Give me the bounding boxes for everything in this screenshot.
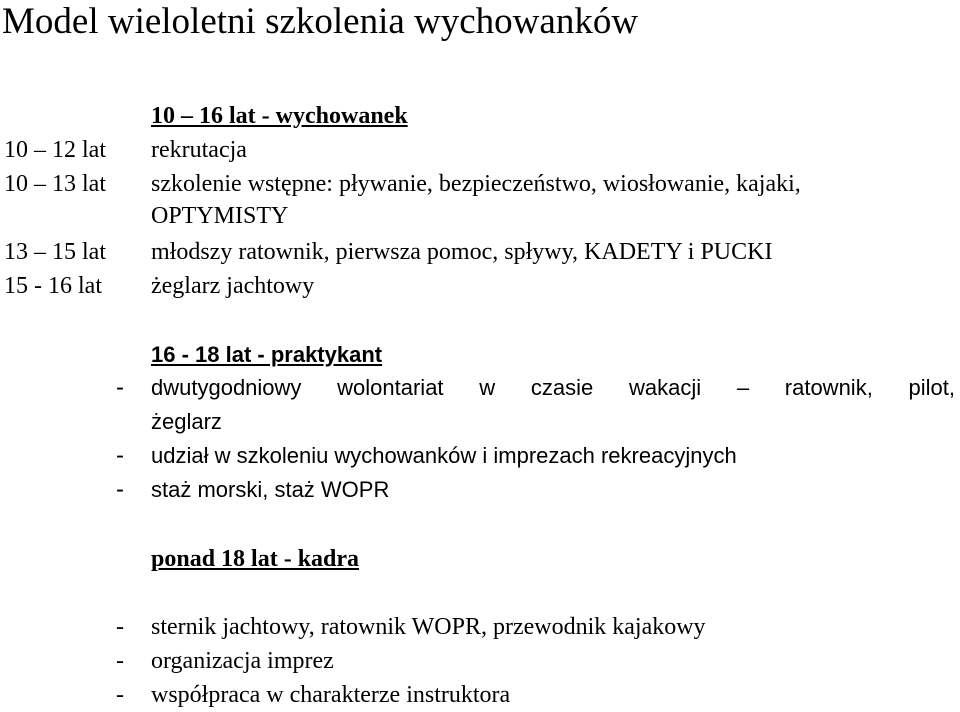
list-item-text: żeglarz (151, 409, 222, 434)
row-text: żeglarz jachtowy (151, 273, 315, 299)
section-heading-praktykant: 16 - 18 lat - praktykant (151, 342, 383, 367)
section-heading-kadra: ponad 18 lat - kadra (151, 546, 360, 572)
row-text: rekrutacja (151, 137, 247, 163)
list-item-text: udział w szkoleniu wychowanków i imprezach rekreacyjnych (151, 443, 737, 468)
list-dash: - (116, 648, 124, 674)
list-dash: - (116, 614, 124, 640)
age-range: 13 – 15 lat (4, 239, 106, 265)
age-range: 15 - 16 lat (4, 273, 102, 299)
row-text: szkolenie wstępne: pływanie, bezpieczeństwo, wiosłowanie, kajaki, (151, 171, 801, 197)
list-dash: - (116, 374, 124, 401)
list-item-text: sternik jachtowy, ratownik WOPR, przewodnik kajakowy (151, 614, 706, 640)
list-dash: - (116, 476, 124, 503)
row-text: OPTYMISTY (151, 203, 289, 229)
page-title: Model wieloletni szkolenia wychowanków (2, 1, 639, 42)
row-text: młodszy ratownik, pierwsza pomoc, spływy, KADETY i PUCKI (151, 239, 773, 265)
age-range: 10 – 13 lat (4, 171, 106, 197)
list-item-text: dwutygodniowy wolontariat w czasie wakacji – ratownik, pilot, (151, 375, 955, 400)
list-dash: - (116, 442, 124, 469)
list-item-text: współpraca w charakterze instruktora (151, 682, 511, 708)
list-item-text: organizacja imprez (151, 648, 334, 674)
age-range: 10 – 12 lat (4, 137, 106, 163)
list-item-text: staż morski, staż WOPR (151, 477, 390, 502)
section-heading-wychowanek: 10 – 16 lat - wychowanek (151, 103, 408, 129)
list-dash: - (116, 682, 124, 708)
